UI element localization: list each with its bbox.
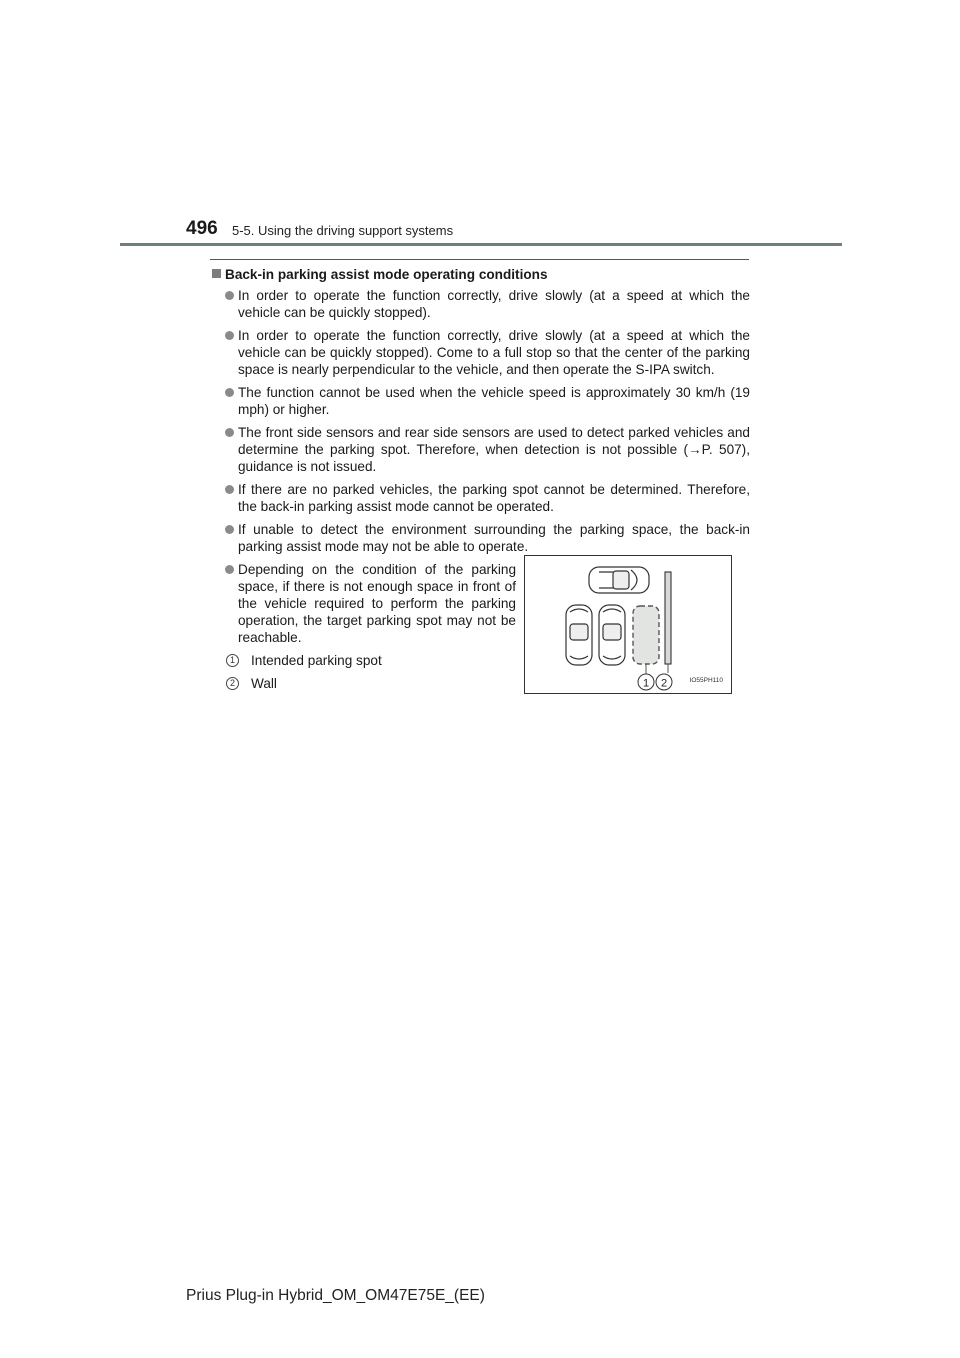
page-number: 496	[186, 218, 218, 239]
callout-1: 1	[642, 677, 650, 690]
wall-icon	[665, 572, 671, 664]
bullet-text: In order to operate the function correctly, drive slowly (at a speed at which the vehicle can be quickly stopped). Come to a full stop so that the center of the parking space is nearly perpendicular to the vehicle, and then operate the S-IPA switch.	[238, 328, 750, 377]
bullet-text: If there are no parked vehicles, the parking spot cannot be determined. Therefore, the back-in parking assist mode cannot be operated.	[238, 482, 750, 514]
section-title: 5-5. Using the driving support systems	[232, 223, 454, 238]
bullet-dot-icon	[225, 331, 234, 340]
legend-number: 2	[226, 677, 239, 690]
bullet-item	[210, 481, 750, 515]
legend-number: 1	[226, 654, 239, 667]
figure-code: IO55PH110	[689, 677, 723, 684]
content-divider	[210, 259, 749, 260]
bullet-item	[210, 384, 750, 418]
bullet-text: The function cannot be used when the vehicle speed is approximately 30 km/h (19 mph) or higher.	[238, 385, 750, 417]
callout-2: 2	[660, 677, 668, 690]
bullet-dot-icon	[225, 388, 234, 397]
parked-car-left-icon	[566, 605, 592, 665]
bullet-item	[210, 561, 516, 646]
square-bullet-icon	[212, 269, 221, 278]
bullet-dot-icon	[225, 428, 234, 437]
header-divider	[120, 243, 842, 246]
parked-car-top-icon	[589, 567, 649, 593]
bullet-text: The front side sensors and rear side sensors are used to detect parked vehicles and determine the parking spot. Therefore, when detection is not possible (→P. 507), guidance is not issued.	[238, 425, 750, 474]
bullet-dot-icon	[225, 525, 234, 534]
legend-label: Intended parking spot	[251, 653, 382, 668]
bullet-text: In order to operate the function correctly, drive slowly (at a speed at which the vehicle can be quickly stopped).	[238, 288, 750, 320]
footer-text: Prius Plug-in Hybrid_OM_OM47E75E_(EE)	[186, 1287, 485, 1304]
bullet-text: Depending on the condition of the parking space, if there is not enough space in front of the vehicle required to perform the parking operation, the target parking spot may not be reachable.	[238, 562, 516, 645]
subheading	[210, 266, 750, 283]
bullet-dot-icon	[225, 291, 234, 300]
bullet-item	[210, 287, 750, 321]
figure-row	[210, 561, 750, 696]
bullet-text: If unable to detect the environment surrounding the parking space, the back-in parking assist mode may not be able to operate.	[238, 522, 750, 554]
intended-parking-spot-icon	[633, 606, 659, 664]
bullet-item	[210, 424, 750, 475]
bullet-item	[210, 521, 750, 555]
bullet-item	[210, 327, 750, 378]
parked-car-middle-icon	[599, 605, 625, 665]
parking-diagram	[524, 555, 732, 694]
main-content	[210, 266, 750, 698]
bullet-dot-icon	[225, 485, 234, 494]
subheading-text: Back-in parking assist mode operating conditions	[225, 267, 548, 282]
legend-label: Wall	[251, 676, 277, 691]
bullet-dot-icon	[225, 565, 234, 574]
